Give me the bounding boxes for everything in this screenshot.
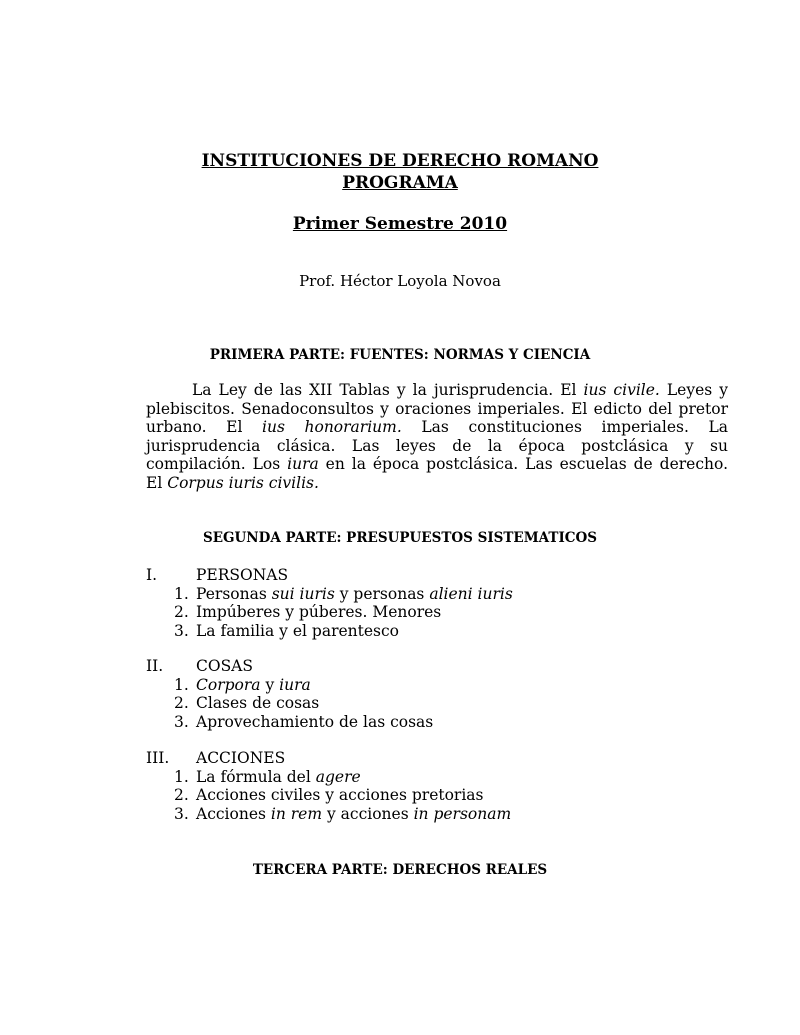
section-heading-primera: PRIMERA PARTE: FUENTES: NORMAS Y CIENCIA [209,347,591,363]
item-number: 3. [174,621,189,640]
text-run: Clases de cosas [196,694,320,712]
list-item [146,585,706,604]
text-run: Leyes y plebiscitos. Senadoconsultos y oraciones imperiales. El edicto del pretor urbano. El [146,381,728,437]
list-item [146,694,706,713]
group-heading [146,566,706,585]
group-items [146,768,706,824]
text-run: y personas [334,584,430,603]
roman-numeral: III. [146,749,170,767]
document-title: INSTITUCIONES DE DERECHO ROMANO [201,151,599,171]
italic-text: ius honorarium. [262,418,402,437]
item-number: 2. [174,694,189,712]
semester-heading: Primer Semestre 2010 [292,214,508,234]
italic-text: alieni iuris [429,584,513,603]
list-item [146,713,706,732]
roman-numeral: II. [146,657,164,675]
text-run: y [260,675,280,694]
group-name: COSAS [196,657,253,675]
list-item [146,768,706,787]
italic-text: in personam [413,804,512,823]
italic-text: Corpora [196,675,261,694]
section-heading-tercera: TERCERA PARTE: DERECHOS REALES [252,862,548,878]
item-number: 1. [174,675,189,694]
item-number: 1. [174,584,189,603]
group-items [146,676,706,732]
item-text [196,786,483,805]
group-heading [146,657,706,676]
italic-text: ius civile. [583,381,660,399]
group-items [146,585,706,641]
text-run: La Ley de las XII Tablas y la jurisprudencia. El [192,381,584,399]
group-acciones [146,749,706,823]
list-item [146,786,706,805]
text-run: Acciones civiles y acciones pretorias [196,786,484,804]
list-item [146,676,706,695]
text-run: Aprovechamiento de las cosas [196,712,434,731]
item-number: 2. [174,603,189,621]
list-item [146,622,706,641]
document-subtitle: PROGRAMA [342,173,458,193]
group-name: PERSONAS [196,566,289,584]
item-text [196,585,513,604]
item-text [196,603,441,622]
italic-text: agere [315,767,361,786]
text-run: en la época postclásica. Las escuelas de derecho. El [146,455,728,492]
italic-text: in rem [270,804,323,823]
section-heading-segunda: SEGUNDA PARTE: PRESUPUESTOS SISTEMATICOS [202,530,598,546]
roman-numeral: I. [146,566,158,584]
item-text [196,805,511,824]
text-run: y acciones [322,804,414,823]
item-text [196,694,319,713]
group-name: ACCIONES [196,749,286,767]
item-text [196,768,361,787]
text-run: La fórmula del [196,767,316,786]
list-item [146,603,706,622]
italic-text: iura [279,675,311,694]
item-text [196,713,433,732]
text-run: Impúberes y púberes. Menores [196,603,442,621]
item-number: 2. [174,786,189,804]
text-run: Las constituciones imperiales. La jurisprudencia clásica. Las leyes de la época postclásica y su compilación. Los [146,418,729,474]
professor-name: Prof. Héctor Loyola Novoa [299,272,501,290]
text-run: Acciones [196,804,271,823]
group-cosas [146,657,706,731]
text-run: Personas [196,584,272,603]
italic-text: Corpus iuris civilis. [167,473,319,492]
primera-parte-paragraph [146,381,728,493]
item-text [196,676,311,695]
item-number: 1. [174,767,189,786]
item-number: 3. [174,712,189,731]
item-number: 3. [174,804,189,823]
text-run: La familia y el parentesco [196,621,400,640]
italic-text: sui iuris [271,584,335,603]
item-text [196,622,399,641]
group-personas [146,566,706,640]
group-heading [146,749,706,768]
list-item [146,805,706,824]
italic-text: iura [287,455,319,474]
